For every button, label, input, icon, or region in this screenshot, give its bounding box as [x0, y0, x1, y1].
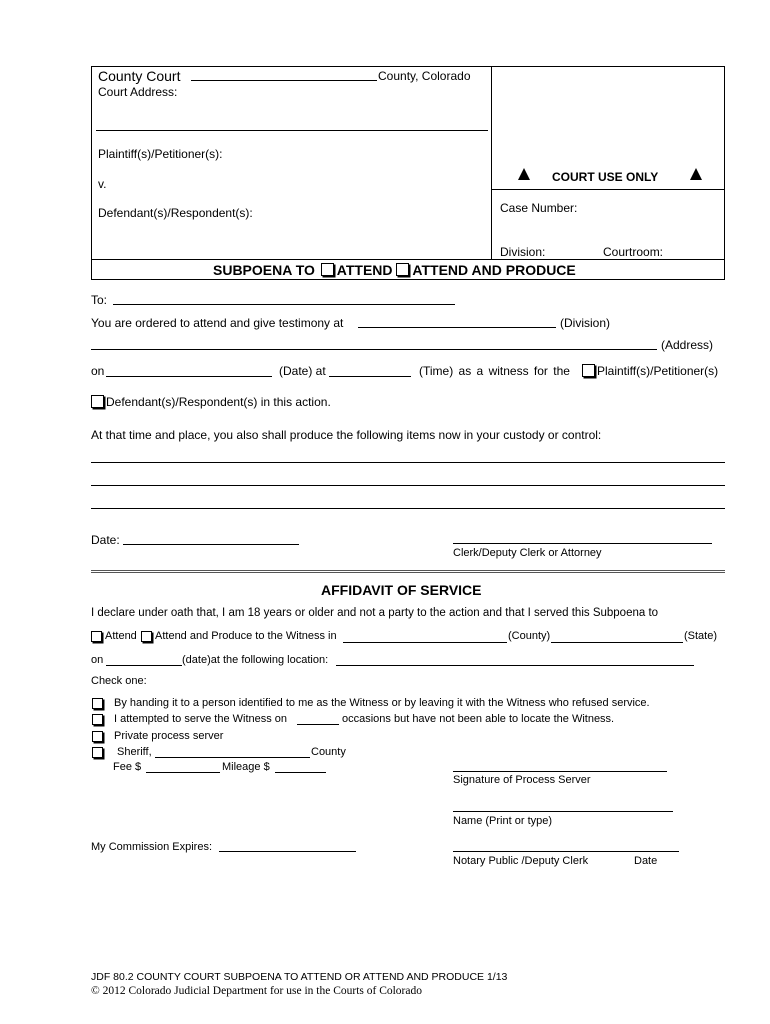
court-address-field[interactable]: [96, 130, 488, 131]
division-label: Division:: [500, 245, 546, 259]
county-colorado-label: County, Colorado: [378, 69, 471, 83]
to-label: To:: [91, 293, 108, 307]
defendant-checkbox[interactable]: [91, 395, 104, 408]
county-name-field[interactable]: [191, 80, 377, 81]
mileage-field[interactable]: [275, 772, 326, 773]
time-field[interactable]: [329, 376, 411, 377]
notary-date-label: Date: [634, 855, 658, 867]
section-divider: [91, 570, 725, 573]
issue-date-field[interactable]: [123, 544, 299, 545]
court-use-only-label: COURT USE ONLY: [552, 170, 659, 184]
subpoena-title: [213, 262, 576, 278]
versus-label: v.: [98, 177, 107, 191]
witness-county-field[interactable]: [343, 642, 507, 643]
sheriff-county-label: County: [311, 746, 346, 758]
triangle-up-icon: [518, 168, 530, 180]
ordered-text: You are ordered to attend and give testimony at: [91, 316, 344, 330]
date-label: Date:: [91, 533, 120, 547]
notary-label: Notary Public /Deputy Clerk: [453, 855, 589, 867]
fee-field[interactable]: [146, 772, 220, 773]
time-witness-label: (Time) as a witness for the: [419, 364, 570, 378]
served-on-label: on: [91, 654, 104, 666]
method-handed-label: By handing it to a person identified to me as the Witness or by leaving it with the Witness who refused service.: [114, 697, 650, 709]
produce-text: At that time and place, you also shall produce the following items now in your custody or control:: [91, 428, 602, 442]
plaintiff-option-label: Plaintiff(s)/Petitioner(s): [597, 364, 719, 378]
name-print-label: Name (Print or type): [453, 815, 553, 827]
server-signature-field[interactable]: [453, 771, 667, 772]
attend-produce-checkbox[interactable]: [396, 263, 409, 276]
defendant-label: Defendant(s)/Respondent(s):: [98, 206, 253, 220]
method-attempted-label: I attempted to serve the Witness on: [114, 713, 288, 725]
court-address-label: Court Address:: [98, 85, 178, 99]
items-line-1[interactable]: [91, 462, 725, 463]
method-handed-checkbox[interactable]: [92, 698, 103, 709]
attend-checkbox[interactable]: [321, 263, 334, 276]
plaintiff-label: Plaintiff(s)/Petitioner(s):: [98, 147, 223, 161]
county-paren-label: (County): [508, 630, 551, 642]
address-paren-label: (Address): [661, 338, 714, 352]
attempts-count-field[interactable]: [297, 724, 339, 725]
method-private-checkbox[interactable]: [92, 731, 103, 742]
method-attempted-label-2: occasions but have not been able to locate the Witness.: [342, 713, 615, 725]
notary-signature-field[interactable]: [453, 851, 679, 852]
method-private-label: Private process server: [114, 730, 224, 742]
on-label: on: [91, 364, 105, 378]
state-paren-label: (State): [684, 630, 718, 642]
division-field[interactable]: [358, 327, 556, 328]
mileage-label: Mileage $: [222, 761, 270, 773]
attend-produce-option-label: ATTEND AND PRODUCE: [412, 262, 576, 278]
court-use-box: [491, 66, 725, 260]
division-paren-label: (Division): [560, 316, 611, 330]
commission-label: My Commission Expires:: [91, 841, 213, 853]
case-number-label: Case Number:: [500, 201, 578, 215]
method-sheriff-label: Sheriff,: [117, 746, 152, 758]
clerk-signature-field[interactable]: [453, 543, 712, 544]
sheriff-county-field[interactable]: [155, 757, 310, 758]
court-use-divider: [491, 189, 725, 190]
attend-option-label: ATTEND: [336, 262, 393, 278]
served-date-field[interactable]: [106, 665, 182, 666]
county-court-label: County Court: [98, 68, 181, 84]
check-one-label: Check one:: [91, 675, 147, 687]
served-location-field[interactable]: [336, 665, 694, 666]
defendant-option-label: Defendant(s)/Respondent(s) in this action.: [106, 395, 331, 409]
served-attend-produce-label: Attend and Produce to the Witness in: [155, 630, 337, 642]
copyright-footer: © 2012 Colorado Judicial Department for use in the Courts of Colorado: [91, 985, 422, 997]
date-location-label: (date)at the following location:: [182, 654, 329, 666]
name-print-field[interactable]: [453, 811, 673, 812]
form-footer-id: JDF 80.2 COUNTY COURT SUBPOENA TO ATTEND OR ATTEND AND PRODUCE 1/13: [91, 971, 508, 983]
date-field[interactable]: [106, 376, 272, 377]
clerk-label: Clerk/Deputy Clerk or Attorney: [453, 547, 602, 559]
courtroom-label: Courtroom:: [603, 245, 664, 259]
witness-state-field[interactable]: [551, 642, 683, 643]
date-at-label: (Date) at: [279, 364, 326, 378]
method-attempted-checkbox[interactable]: [92, 714, 103, 725]
affidavit-title: AFFIDAVIT OF SERVICE: [321, 582, 482, 598]
method-sheriff-checkbox[interactable]: [92, 747, 103, 758]
declare-text: I declare under oath that, I am 18 years or older and not a party to the action and that I served this Subpoena to: [91, 607, 659, 619]
subpoena-title-prefix: SUBPOENA TO: [213, 262, 315, 278]
address-field[interactable]: [91, 349, 657, 350]
items-line-2[interactable]: [91, 485, 725, 486]
commission-field[interactable]: [219, 851, 356, 852]
fee-label: Fee $: [113, 761, 142, 773]
items-line-3[interactable]: [91, 508, 725, 509]
server-signature-label: Signature of Process Server: [453, 774, 591, 786]
served-attend-checkbox[interactable]: [91, 631, 102, 642]
plaintiff-checkbox[interactable]: [582, 364, 595, 377]
triangle-up-icon: [690, 168, 702, 180]
served-attend-label: Attend: [105, 630, 137, 642]
served-attend-produce-checkbox[interactable]: [141, 631, 152, 642]
to-field[interactable]: [113, 304, 455, 305]
